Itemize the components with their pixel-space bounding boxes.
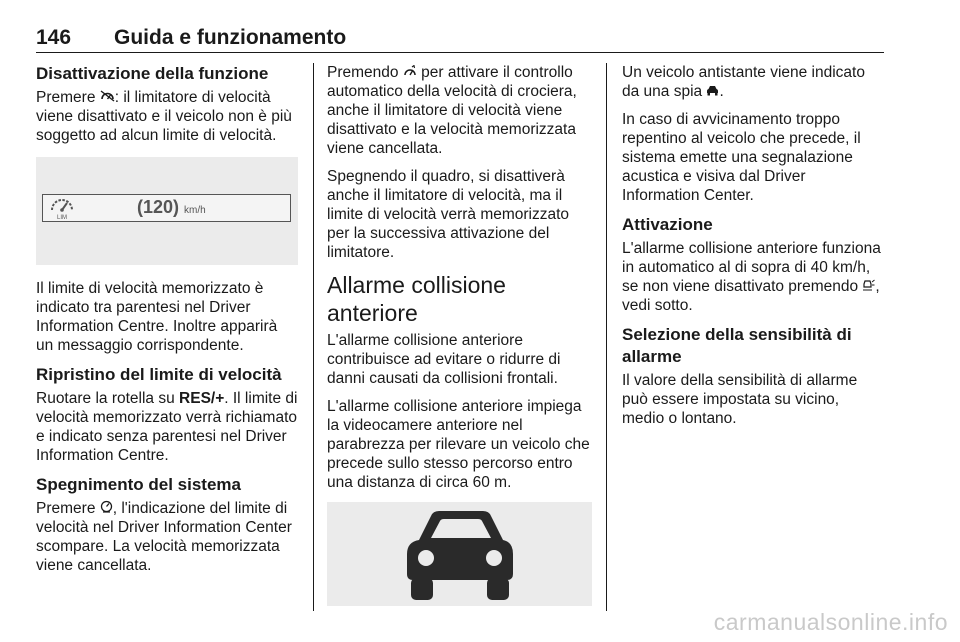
limiter-off-icon	[100, 88, 115, 107]
cruise-control-icon	[403, 63, 417, 82]
watermark: carmanualsonline.info	[713, 609, 948, 635]
heading-disattivazione: Disattivazione della funzione	[36, 64, 269, 83]
speed-limiter-icon	[49, 196, 75, 220]
paragraph: L'allarme collisione anteriore contribuisce ad evitare o ridurre di danni causati da collisioni frontali.	[327, 332, 561, 387]
page-number: 146	[36, 26, 72, 49]
driver-info-display	[42, 194, 291, 222]
paragraph: Un veicolo antistante viene indicato da una spia .	[622, 64, 865, 100]
page-title: Guida e funzionamento	[114, 26, 347, 49]
paragraph: Premere : il limitatore di velocità viene disattivato e il veicolo non è più soggetto ad alcun limite di velocità.	[36, 89, 292, 144]
heading-allarme-collisione: Allarme collisione anteriore	[327, 272, 506, 326]
column-2	[327, 63, 592, 606]
vehicle-ahead-figure	[327, 502, 592, 606]
res-plus-label: RES/+	[179, 390, 225, 407]
limiter-icon	[100, 499, 113, 518]
paragraph: L'allarme collisione anteriore impiega la videocamere anteriore nel parabrezza per rilevare un veicolo che precede sullo stesso percorso entro una distanza di circa 60 m.	[327, 398, 590, 491]
paragraph: Il valore della sensibilità di allarme può essere impostata su vicino, medio o lontano.	[622, 372, 858, 427]
paragraph: Il limite di velocità memorizzato è indicato tra parentesi nel Driver Information Centre. Inoltre apparirà un messaggio corrispondente.	[36, 280, 278, 354]
vehicle-ahead-icon	[706, 82, 719, 101]
car-front-icon	[327, 502, 592, 606]
paragraph: L'allarme collisione anteriore funziona in automatico al di sopra di 40 km/h, se non viene disattivato premendo , vedi sotto.	[622, 240, 881, 314]
paragraph: Spegnendo il quadro, si disattiverà anche il limitatore di velocità, ma il limite di velocità verrà memorizzato per la successiva attivazione del limitatore.	[327, 168, 570, 261]
paragraph: Premere , l'indicazione del limite di velocità nel Driver Information Center scompare. La velocità memorizzata viene cancellata.	[36, 500, 292, 574]
paragraph: In caso di avvicinamento troppo repentino al veicolo che precede, il sistema emette una segnalazione acustica e visiva dal Driver Information Center.	[622, 111, 861, 204]
paragraph: Ruotare la rotella su RES/+. Il limite di velocità memorizzato verrà richiamato e indicato senza parentesi nel Driver Information Centre.	[36, 390, 298, 464]
column-divider	[606, 63, 607, 611]
heading-attivazione: Attivazione	[622, 215, 713, 234]
column-1	[36, 63, 298, 584]
collision-alert-icon	[862, 277, 875, 296]
column-divider	[313, 63, 314, 611]
paragraph: Premendo per attivare il controllo automatico della velocità di crociera, anche il limitatore di velocità viene disattivato e la velocità memorizzata viene cancellata.	[327, 64, 577, 157]
stored-speed-value: (120) km/h	[137, 197, 206, 217]
heading-ripristino: Ripristino del limite di velocità	[36, 365, 282, 384]
heading-selezione-sensibilita: Selezione della sensibilità di allarme	[622, 325, 852, 366]
speed-limiter-display-figure	[36, 157, 298, 265]
column-3	[622, 63, 884, 437]
page-header	[36, 26, 884, 53]
svg-text:LIM: LIM	[56, 215, 68, 220]
heading-spegnimento: Spegnimento del sistema	[36, 475, 241, 494]
